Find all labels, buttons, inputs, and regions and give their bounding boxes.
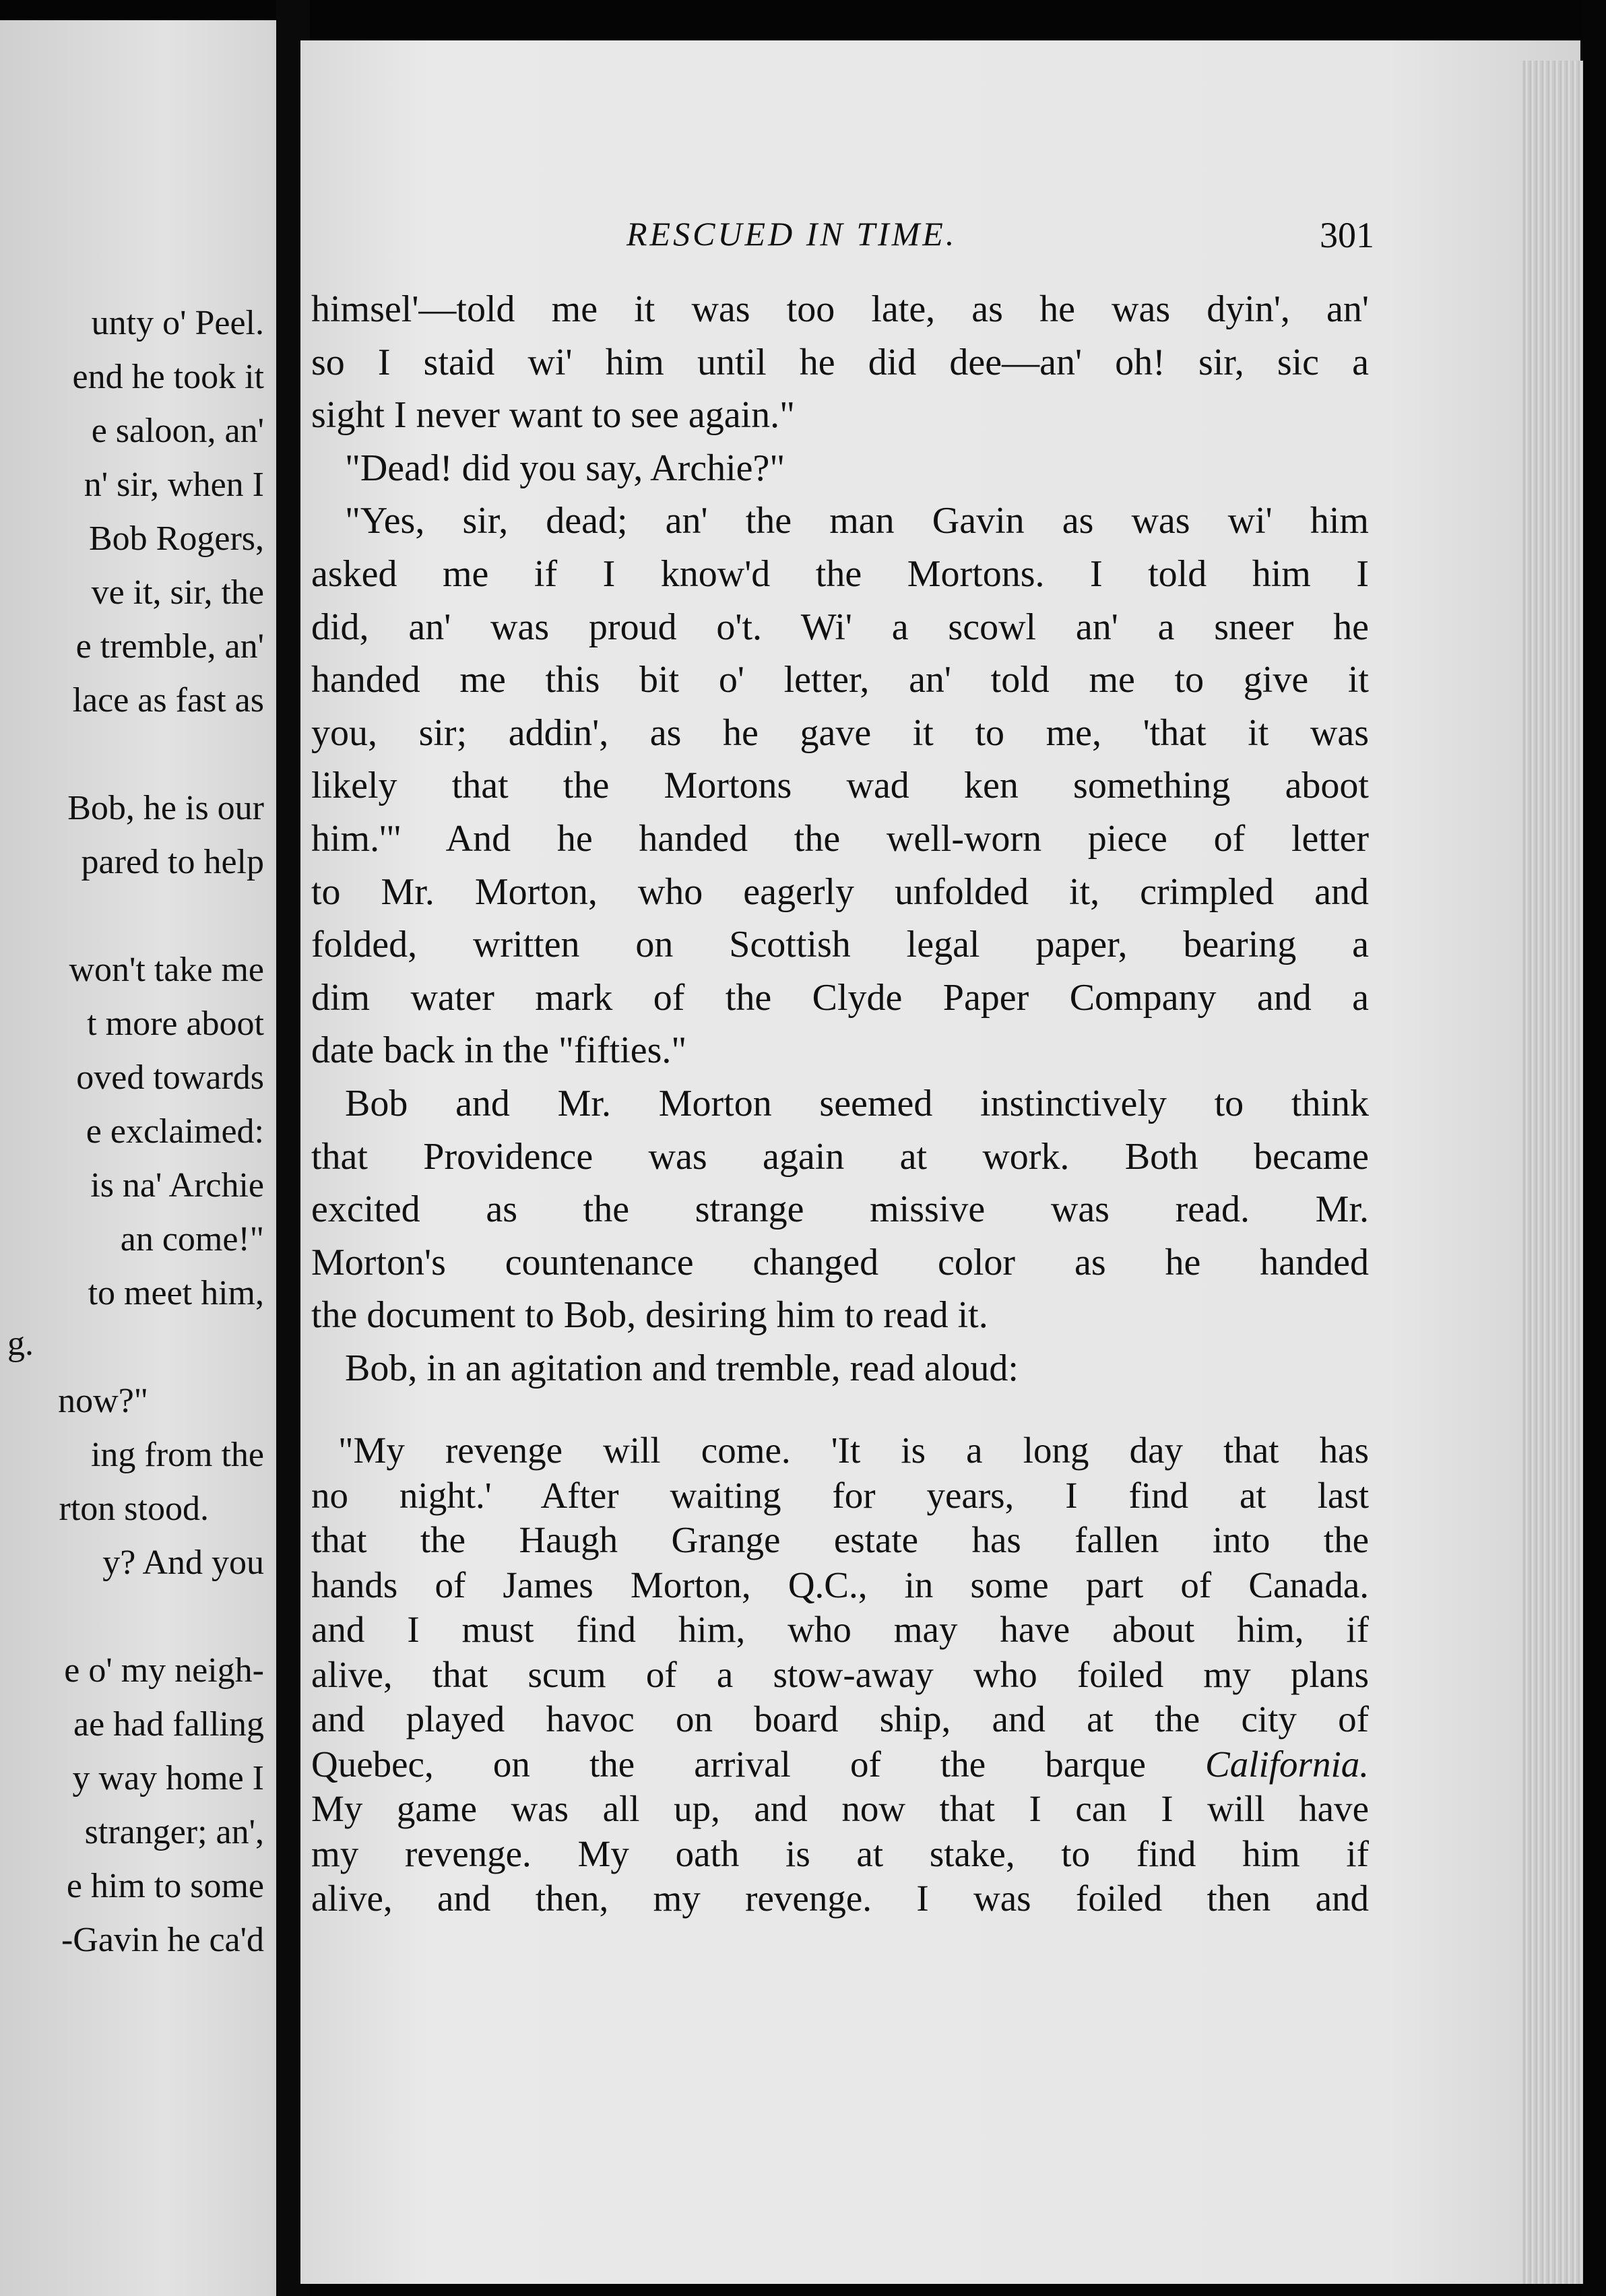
ship-name: California. xyxy=(1205,1743,1369,1785)
text-line: himsel'—told me it was too late, as he was dyin', an' xyxy=(311,288,1369,330)
letter-line: alive, that scum of a stow-away who foiled my plans xyxy=(311,1653,1369,1695)
left-page-line: ing from the xyxy=(90,1436,264,1474)
left-page-line: oved towards xyxy=(76,1058,264,1097)
letter-line xyxy=(311,1742,1369,1787)
text-line: excited as the strange missive was read. Mr. xyxy=(311,1188,1369,1231)
text-line: him.'" And he handed the well-worn piece of letter xyxy=(311,817,1369,860)
letter-line: hands of James Morton, Q.C., in some part of Canada. xyxy=(311,1564,1369,1605)
text-line: to Mr. Morton, who eagerly unfolded it, crimpled and xyxy=(311,870,1369,913)
left-page-line: ae had falling xyxy=(73,1705,264,1744)
text-line: "Yes, sir, dead; an' the man Gavin as was wi' him xyxy=(345,500,1369,542)
letter-line: my revenge. My oath is at stake, to find him if xyxy=(311,1832,1369,1874)
left-page-line: won't take me xyxy=(69,951,264,989)
quoted-letter xyxy=(311,1428,1369,1921)
left-page-line: e tremble, an' xyxy=(75,627,264,666)
text-line: Morton's countenance changed color as he handed xyxy=(311,1241,1369,1283)
scan-border xyxy=(1583,0,1606,2296)
left-page-line: g. xyxy=(7,1325,34,1363)
letter-line: alive, and then, my revenge. I was foiled then and xyxy=(311,1878,1369,1919)
left-page-line: Bob Rogers, xyxy=(89,519,264,558)
text-line: the document to Bob, desiring him to read it. xyxy=(311,1294,988,1337)
letter-line: that the Haugh Grange estate has fallen into the xyxy=(311,1519,1369,1561)
body-text xyxy=(311,283,1369,1921)
running-head xyxy=(323,214,1374,268)
text-line: Bob, in an agitation and tremble, read aloud: xyxy=(345,1347,1019,1389)
left-page-line: lace as fast as xyxy=(72,681,264,720)
left-page-line: y way home I xyxy=(72,1759,264,1797)
text-line: so I staid wi' him until he did dee—an' oh! sir, sic a xyxy=(311,341,1369,383)
left-page-line: e him to some xyxy=(66,1867,264,1905)
text-line: handed me this bit o' letter, an' told me to give it xyxy=(311,659,1369,701)
left-page-line: rton stood. xyxy=(59,1490,209,1528)
text-line: sight I never want to see again." xyxy=(311,394,795,437)
left-page-line: end he took it xyxy=(72,358,264,396)
letter-line: and played havoc on board ship, and at the city of xyxy=(311,1698,1369,1740)
letter-line: My game was all up, and now that I can I will have xyxy=(311,1788,1369,1830)
letter-line: no night.' After waiting for years, I find at last xyxy=(311,1474,1369,1516)
letter-line: "My revenge will come. 'It is a long day that has xyxy=(338,1430,1369,1471)
left-page-line: y? And you xyxy=(102,1543,264,1582)
left-page-line: pared to help xyxy=(81,843,264,881)
text-line: likely that the Mortons wad ken something aboot xyxy=(311,765,1369,807)
letter-line-text: Quebec, on the arrival of the barque xyxy=(311,1743,1206,1785)
left-page-line: unty o' Peel. xyxy=(91,304,264,342)
text-line: date back in the "fifties." xyxy=(311,1029,687,1072)
left-page xyxy=(0,20,276,2296)
text-line: asked me if I know'd the Mortons. I told him I xyxy=(311,552,1369,595)
left-page-line: to meet him, xyxy=(88,1274,264,1312)
text-line: that Providence was again at work. Both became xyxy=(311,1135,1369,1178)
left-page-line: e o' my neigh- xyxy=(64,1651,264,1690)
letter-line: and I must find him, who may have about him, if xyxy=(311,1609,1369,1651)
page-number: 301 xyxy=(1320,215,1374,255)
left-page-line: ve it, sir, the xyxy=(91,573,264,612)
left-page-line: Bob, he is our xyxy=(67,789,264,827)
text-line: dim water mark of the Clyde Paper Company and a xyxy=(311,976,1369,1019)
left-page-line: t more aboot xyxy=(87,1004,264,1043)
text-line: "Dead! did you say, Archie?" xyxy=(345,447,785,489)
left-page-line: e saloon, an' xyxy=(91,412,264,450)
text-line: folded, written on Scottish legal paper, bearing a xyxy=(311,924,1369,966)
text-line: Bob and Mr. Morton seemed instinctively to think xyxy=(345,1082,1369,1124)
left-page-line: an come!" xyxy=(120,1220,264,1258)
left-page-line: -Gavin he ca'd xyxy=(61,1921,264,1959)
page-edges xyxy=(1522,61,1583,2284)
text-line: you, sir; addin', as he gave it to me, 'that it was xyxy=(311,711,1369,754)
left-page-line: e exclaimed: xyxy=(86,1112,264,1151)
left-page-line: is na' Archie xyxy=(90,1166,264,1205)
left-page-line: n' sir, when I xyxy=(84,466,264,504)
left-page-line: stranger; an', xyxy=(84,1813,264,1851)
paragraph-gap xyxy=(311,1395,1369,1428)
text-line: did, an' was proud o't. Wi' a scowl an' a sneer he xyxy=(311,606,1369,648)
left-page-line: now?" xyxy=(58,1382,148,1420)
chapter-title: RESCUED IN TIME. xyxy=(627,215,957,253)
